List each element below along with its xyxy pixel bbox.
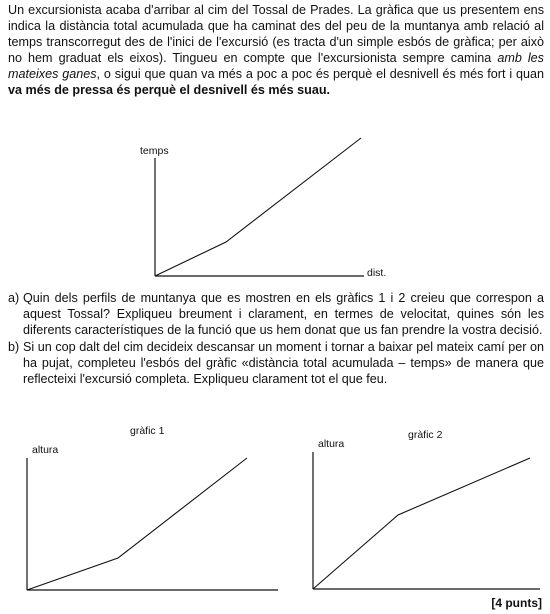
graph1-ylabel: altura (32, 444, 59, 456)
intro-emphasis: amb les mateixes ganes (8, 51, 544, 81)
graph1-title: gràfic 1 (130, 425, 165, 437)
intro-text-2: , o sigui que quan va més a poc a poc és perquè el desnivell és més fort i quan (96, 67, 544, 81)
question-b-label: b) (8, 340, 20, 354)
graph1-profile-line (27, 458, 247, 590)
intro-text-3: va més de pressa és perquè el desnivell és més suau. (8, 83, 331, 97)
main-graph-ylabel: temps (140, 145, 169, 157)
profile-graphs (0, 420, 550, 614)
question-a-label: a) (8, 291, 20, 305)
graph2-title: gràfic 2 (408, 429, 443, 441)
distance-time-graph (0, 0, 550, 290)
question-b-text: Si un cop dalt del cim decideix descansar un moment i tornar a baixar pel mateix camí per on ha pujat, completeu l'esbós del gràfic «distància total acumulada – temps» de manera que reflecteixi l'excursió completa. Expliqueu clarament tot el que feu. (23, 340, 544, 386)
question-a (8, 290, 544, 338)
main-graph-curve (155, 138, 361, 276)
question-b (8, 339, 544, 387)
main-graph-xlabel: dist. (367, 267, 387, 279)
intro-text-1: Un excursionista acaba d'arribar al cim del Tossal de Prades. La gràfica que us presentem ens indica la distància total acumulada que ha caminat des del peu de la muntanya amb relació al temps transcorregut des de l'inici de l'excursió (es tracta d'un simple esbós de gràfica; per això no hem graduat els eixos). Tingueu en compte que l'excursionista sempre camina (8, 3, 544, 65)
question-a-text: Quin dels perfils de muntanya que es mostren en els gràfics 1 i 2 creieu que correspon a aquest Tossal? Expliqueu breument i clarament, en termes de velocitat, quines són les diferents característiques de la funció que us hem donat que us fan prendre la vostra decisió. (23, 291, 544, 337)
points-label: [4 punts] (491, 596, 542, 610)
graph2-ylabel: altura (318, 438, 345, 450)
question-list (8, 290, 544, 388)
graph2-profile-line (313, 458, 530, 589)
